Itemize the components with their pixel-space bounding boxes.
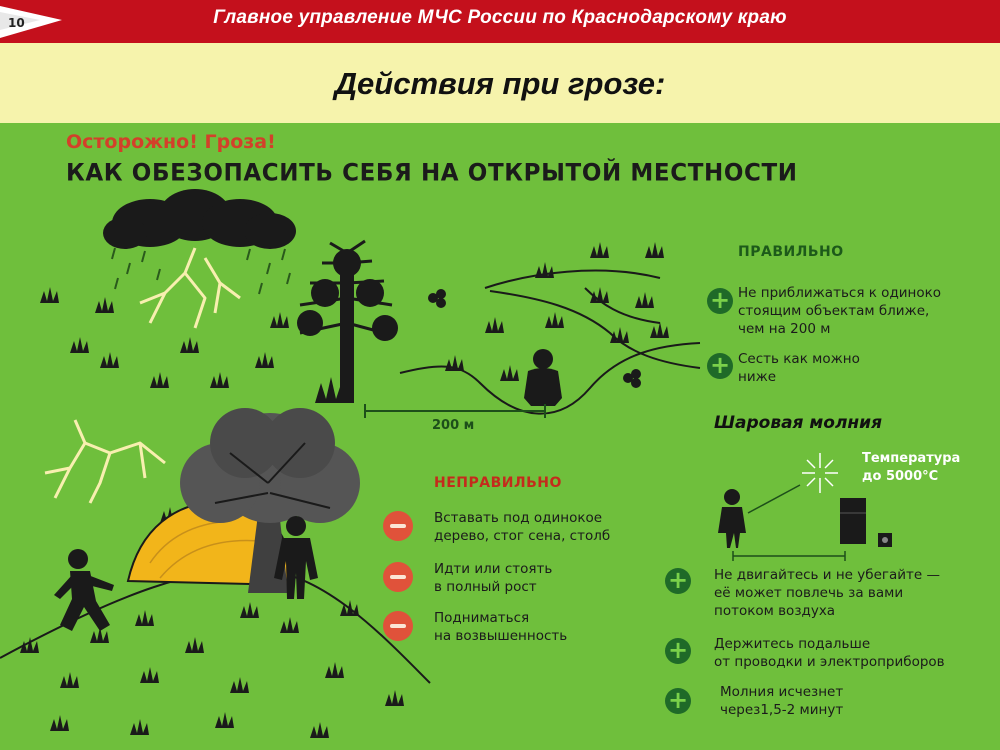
plus-icon: + (665, 568, 691, 594)
refrigerator-icon (840, 498, 866, 544)
ball-lightning-icon (802, 453, 838, 493)
organization-title: Главное управление МЧС России по Краснодарскому краю (213, 7, 787, 28)
wrong-label: НЕПРАВИЛЬНО (434, 475, 562, 491)
wrong-item: Идти или стоять в полный рост (434, 561, 553, 595)
ball-lightning-item: Молния исчезнет через1,5-2 минут (720, 684, 844, 718)
plus-icon: + (707, 288, 733, 314)
temperature-label: Температура до 5000°С (862, 451, 961, 484)
rain-icon (112, 248, 290, 294)
plus-icon: + (665, 688, 691, 714)
lightning-icon (45, 420, 165, 503)
plus-icon: + (665, 638, 691, 664)
correct-item: Сесть как можно ниже (738, 351, 860, 385)
crouching-person-icon (524, 349, 562, 406)
correct-item: Не приближаться к одиноко стоящим объектам ближе, чем на 200 м (738, 285, 942, 337)
wrong-item: Подниматься на возвышенность (434, 610, 568, 644)
poster-headline: КАК ОБЕЗОПАСИТЬ СЕБЯ НА ОТКРЫТОЙ МЕСТНОСТИ (66, 159, 798, 187)
page-title: Действия при грозе: (334, 66, 666, 101)
header-bar (0, 0, 1000, 43)
storm-cloud-icon (103, 189, 296, 249)
caution-heading: Осторожно! Гроза! (66, 131, 276, 153)
correct-label: ПРАВИЛЬНО (738, 244, 844, 260)
distance-marker (365, 404, 545, 418)
power-outlet-icon (878, 533, 892, 547)
distance-label: 200 м (432, 418, 475, 433)
plus-icon: + (707, 353, 733, 379)
ball-lightning-item: Не двигайтесь и не убегайте — её может повлечь за вами потоком воздуха (714, 567, 940, 619)
ball-lightning-item: Держитесь подальше от проводки и электроприборов (714, 636, 945, 670)
wrong-item: Вставать под одинокое дерево, стог сена, столб (434, 510, 611, 544)
walking-person-icon (54, 549, 114, 631)
lightning-icon (140, 248, 240, 328)
pine-tree-icon (297, 241, 398, 403)
ball-lightning-title: Шаровая молния (714, 413, 882, 433)
minus-icon (383, 511, 413, 541)
slide-number: 10 (8, 16, 25, 30)
person-standing-still-icon (718, 489, 746, 548)
minus-icon (383, 611, 413, 641)
minus-icon (383, 562, 413, 592)
